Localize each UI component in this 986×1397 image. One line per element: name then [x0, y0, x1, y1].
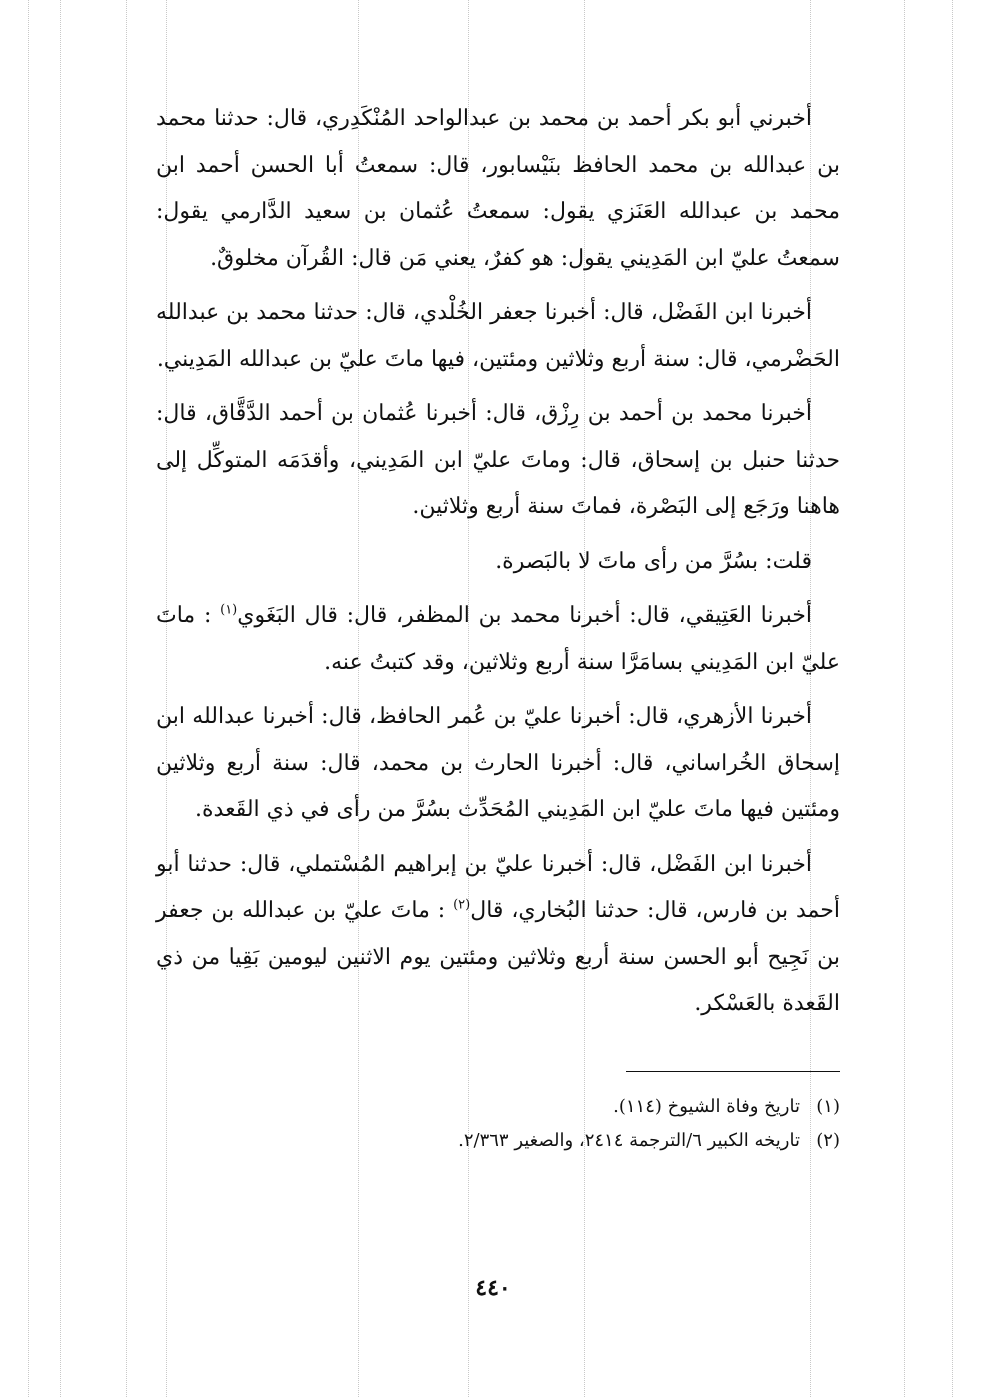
footnote-separator — [626, 1071, 840, 1072]
footnote-number: (٢) — [816, 1130, 840, 1151]
scan-guide-line — [126, 0, 127, 1397]
paragraph-text: : ماتَ عليّ بن عبدالله بن جعفر بن نَجِيح أبو الحسن سنة أربع وثلاثين ومئتين يوم الاثنين ليومين بَقِيا من ذي القَعدة بالعَسْكر. — [156, 898, 840, 1016]
footnote-text: تاريخ وفاة الشيوخ (١١٤). — [613, 1096, 800, 1117]
paragraph: قلت: بسُرَّ من رأى ماتَ لا بالبَصرة. — [495, 548, 812, 574]
footnote — [156, 1090, 840, 1124]
scan-guide-line — [952, 0, 953, 1397]
paragraph — [156, 842, 840, 1028]
paragraph: أخبرنا ابن الفَضْل، قال: أخبرنا جعفر الخُلْدي، قال: حدثنا محمد بن عبدالله الحَضْرمي، قال: سنة أربع وثلاثين ومئتين، فيها ماتَ عليّ بن عبدالله المَدِيني. — [156, 300, 840, 372]
footnote-reference: (٢) — [453, 897, 471, 913]
paragraph-text: أخبرنا العَتِيقي، قال: أخبرنا محمد بن المظفر، قال: قال البَغَوي — [237, 603, 812, 628]
main-text — [156, 96, 840, 1036]
paragraph: أخبرنا محمد بن أحمد بن رِزْق، قال: أخبرنا عُثمان بن أحمد الدَّقَّاق، قال: حدثنا حنبل بن إسحاق، قال: وماتَ عليّ ابن المَدِيني، وأقدَمَه المتوكِّل إلى هاهنا ورَجَع إلى البَصْرة، فماتَ سنة أربع وثلاثين. — [156, 401, 840, 519]
paragraph-text: أخبرنا ابن الفَضْل، قال: أخبرنا عليّ بن إبراهيم المُسْتملي، قال: حدثنا أبو أحمد بن فارس، قال: حدثنا البُخاري، قال — [156, 851, 840, 923]
footnote-number: (١) — [816, 1096, 840, 1117]
page-number: ٤٤٠ — [475, 1275, 511, 1301]
footnotes — [156, 1090, 840, 1158]
footnote — [156, 1124, 840, 1158]
paragraph: أخبرنا الأزهري، قال: أخبرنا عليّ بن عُمر الحافظ، قال: أخبرنا عبدالله ابن إسحاق الخُراساني، قال: أخبرنا الحارث بن محمد، قال: سنة أربع وثلاثين ومئتين فيها ماتَ عليّ ابن المَدِيني المُحَدِّث بسُرَّ من رأى في ذي القَعدة. — [156, 704, 840, 822]
paragraph: أخبرني أبو بكر أحمد بن محمد بن عبدالواحد المُنْكَدِري، قال: حدثنا محمد بن عبدالله بن محمد الحافظ بنَيْسابور، قال: سمعتُ أبا الحسن أحمد ابن محمد بن عبدالله العَنَزي يقول: سمعتُ عُثمان بن سعيد الدَّارمي يقول: سمعتُ عليّ ابن المَدِيني يقول: هو كفرٌ، يعني مَن قال: القُرآن مخلوقٌ. — [156, 106, 840, 271]
paragraph-text: : ماتَ عليّ ابن المَدِيني بسامَرَّا سنة أربع وثلاثين، وقد كتبتُ عنه. — [156, 603, 840, 675]
footnote-reference: (١) — [220, 602, 238, 618]
scan-guide-line — [904, 0, 905, 1397]
paragraph — [156, 593, 840, 686]
footnote-text: تاريخه الكبير ٦/الترجمة ٢٤١٤، والصغير ٢/٣٦٣. — [458, 1130, 800, 1151]
scan-guide-line — [28, 0, 29, 1397]
scan-guide-line — [60, 0, 61, 1397]
